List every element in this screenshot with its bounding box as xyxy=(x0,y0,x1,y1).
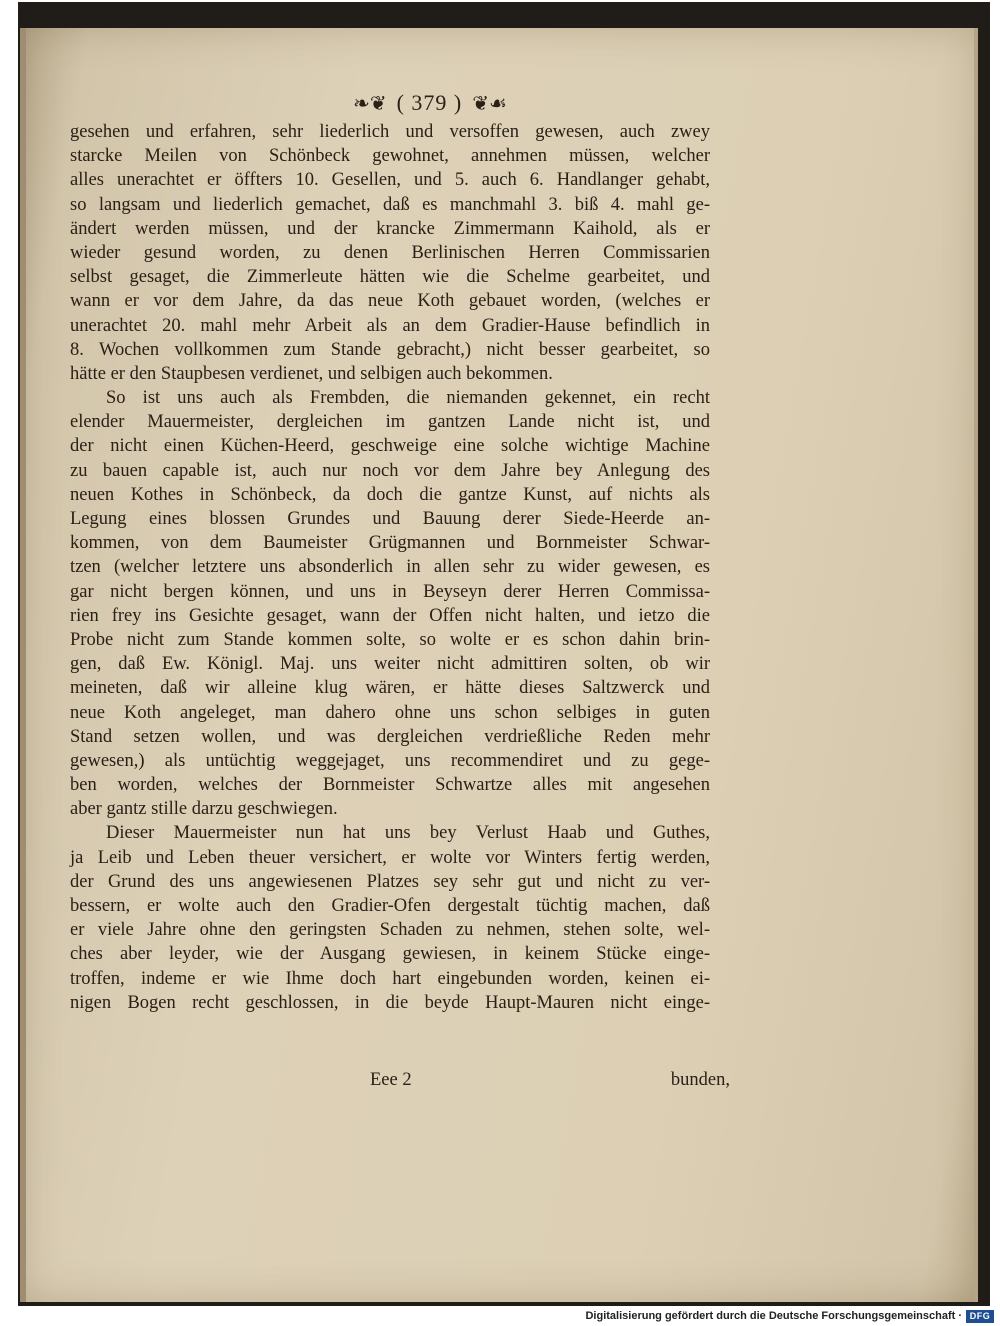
text-line: aber gantz stille darzu geschwiegen. xyxy=(70,799,338,820)
ornament-right-icon: ❦☙ xyxy=(472,91,507,115)
text-line: starcke Meilen von Schönbeck gewohnet, annehmen müssen, welcher xyxy=(70,146,710,167)
text-line: gesehen und erfahren, sehr liederlich und versoffen gewesen, auch zwey xyxy=(70,122,710,142)
text-line: troffen, indeme er wie Ihme doch hart eingebunden worden, keinen ei- xyxy=(70,968,710,989)
text-line: elender Mauermeister, dergleichen im gantzen Lande nicht ist, und xyxy=(70,412,710,433)
text-line: Probe nicht zum Stande kommen solte, so wolte er es schon dahin brin- xyxy=(70,629,710,650)
page-number: ( 379 ) xyxy=(396,90,463,115)
text-line: gewesen,) als untüchtig weggejaget, uns recommendiret und zu gege- xyxy=(70,750,710,771)
ornament-left-icon: ❧❦ xyxy=(353,91,387,115)
text-line: zu bauen capable ist, auch nur noch vor dem Jahre bey Anlegung des xyxy=(70,460,710,481)
text-line: meineten, daß wir alleine klug wären, er hätte dieses Saltzwerck und xyxy=(70,678,710,699)
credit-text: Digitalisierung gefördert durch die Deutsche Forschungsgemeinschaft · xyxy=(585,1310,962,1322)
text-line: Legung eines blossen Grundes und Bauung derer Siede-Heerde an- xyxy=(70,509,710,529)
text-line: gen, daß Ew. Königl. Maj. uns weiter nicht admittiren solten, ob wir xyxy=(70,654,710,675)
paragraph xyxy=(70,821,710,1015)
paragraph xyxy=(70,386,710,821)
text-line: der Grund des uns angewiesenen Platzes sey sehr gut und nicht zu ver- xyxy=(70,871,710,892)
text-line: wann er vor dem Jahre, da das neue Koth gebauet worden, (welches er xyxy=(70,291,710,312)
text-line: der nicht einen Küchen-Heerd, geschweige eine solche wichtige Machine xyxy=(70,436,710,457)
text-line: neue Koth angeleget, man dahero ohne uns schon selbiges in guten xyxy=(70,702,710,723)
page-header xyxy=(300,88,560,118)
credit-bar xyxy=(0,1308,1000,1326)
page-edge-right xyxy=(974,28,978,1302)
text-line: So ist uns auch als Frembden, die niemanden gekennet, ein recht xyxy=(106,388,710,409)
text-line: ändert werden müssen, und der krancke Zimmermann Kaihold, als er xyxy=(70,218,710,239)
text-line: tzen (welcher letztere uns absonderlich in allen sehr zu wider gewesen, es xyxy=(70,557,710,578)
text-line: so langsam und liederlich gemachet, daß es manchmahl 3. biß 4. mahl ge- xyxy=(70,194,710,215)
text-line: 8. Wochen vollkommen zum Stande gebracht,) nicht besser gearbeitet, so xyxy=(70,339,710,360)
text-line: ches aber leyder, wie der Ausgang gewiesen, in keinem Stücke einge- xyxy=(70,944,710,965)
catchword: bunden, xyxy=(670,1070,730,1090)
paragraph xyxy=(70,120,710,386)
text-line: kommen, von dem Baumeister Grügmannen und Bornmeister Schwar- xyxy=(70,533,710,554)
signature-mark: Eee 2 xyxy=(370,1070,412,1090)
text-line: ben worden, welches der Bornmeister Schwartze alles mit angesehen xyxy=(70,775,710,796)
text-line: ja Leib und Leben theuer versichert, er wolte vor Winters fertig werden, xyxy=(70,847,710,868)
body-text xyxy=(70,120,710,1015)
text-line: unerachtet 20. mahl mehr Arbeit als an dem Gradier-Hause befindlich in xyxy=(70,315,710,336)
text-line: wieder gesund worden, zu denen Berlinischen Herren Commissarien xyxy=(70,242,710,263)
page-footer xyxy=(70,1070,730,1096)
text-line: selbst gesaget, die Zimmerleute hätten wie die Schelme gearbeitet, und xyxy=(70,267,710,288)
page-edge-left xyxy=(20,28,26,1302)
text-line: hätte er den Staupbesen verdienet, und selbigen auch bekommen. xyxy=(70,363,553,384)
text-line: neuen Kothes in Schönbeck, da doch die gantze Kunst, auf nichts als xyxy=(70,484,710,505)
text-line: gar nicht bergen können, und uns in Beyseyn derer Herren Commissa- xyxy=(70,581,710,602)
dfg-logo-icon: DFG xyxy=(966,1310,994,1323)
text-line: Dieser Mauermeister nun hat uns bey Verlust Haab und Guthes, xyxy=(106,823,710,844)
text-line: bessern, er wolte auch den Gradier-Ofen dergestalt tüchtig machen, daß xyxy=(70,896,710,916)
text-line: rien frey ins Gesichte gesaget, wann der Offen nicht halten, und ietzo die xyxy=(70,605,710,626)
text-line: alles unerachtet er öffters 10. Gesellen, und 5. auch 6. Handlanger gehabt, xyxy=(70,170,710,191)
text-line: er viele Jahre ohne den geringsten Schaden zu nehmen, stehen solte, wel- xyxy=(70,920,710,941)
text-line: Stand setzen wollen, und was dergleichen verdrießliche Reden mehr xyxy=(70,726,710,747)
text-line: nigen Bogen recht geschlossen, in die beyde Haupt-Mauren nicht einge- xyxy=(70,992,710,1013)
